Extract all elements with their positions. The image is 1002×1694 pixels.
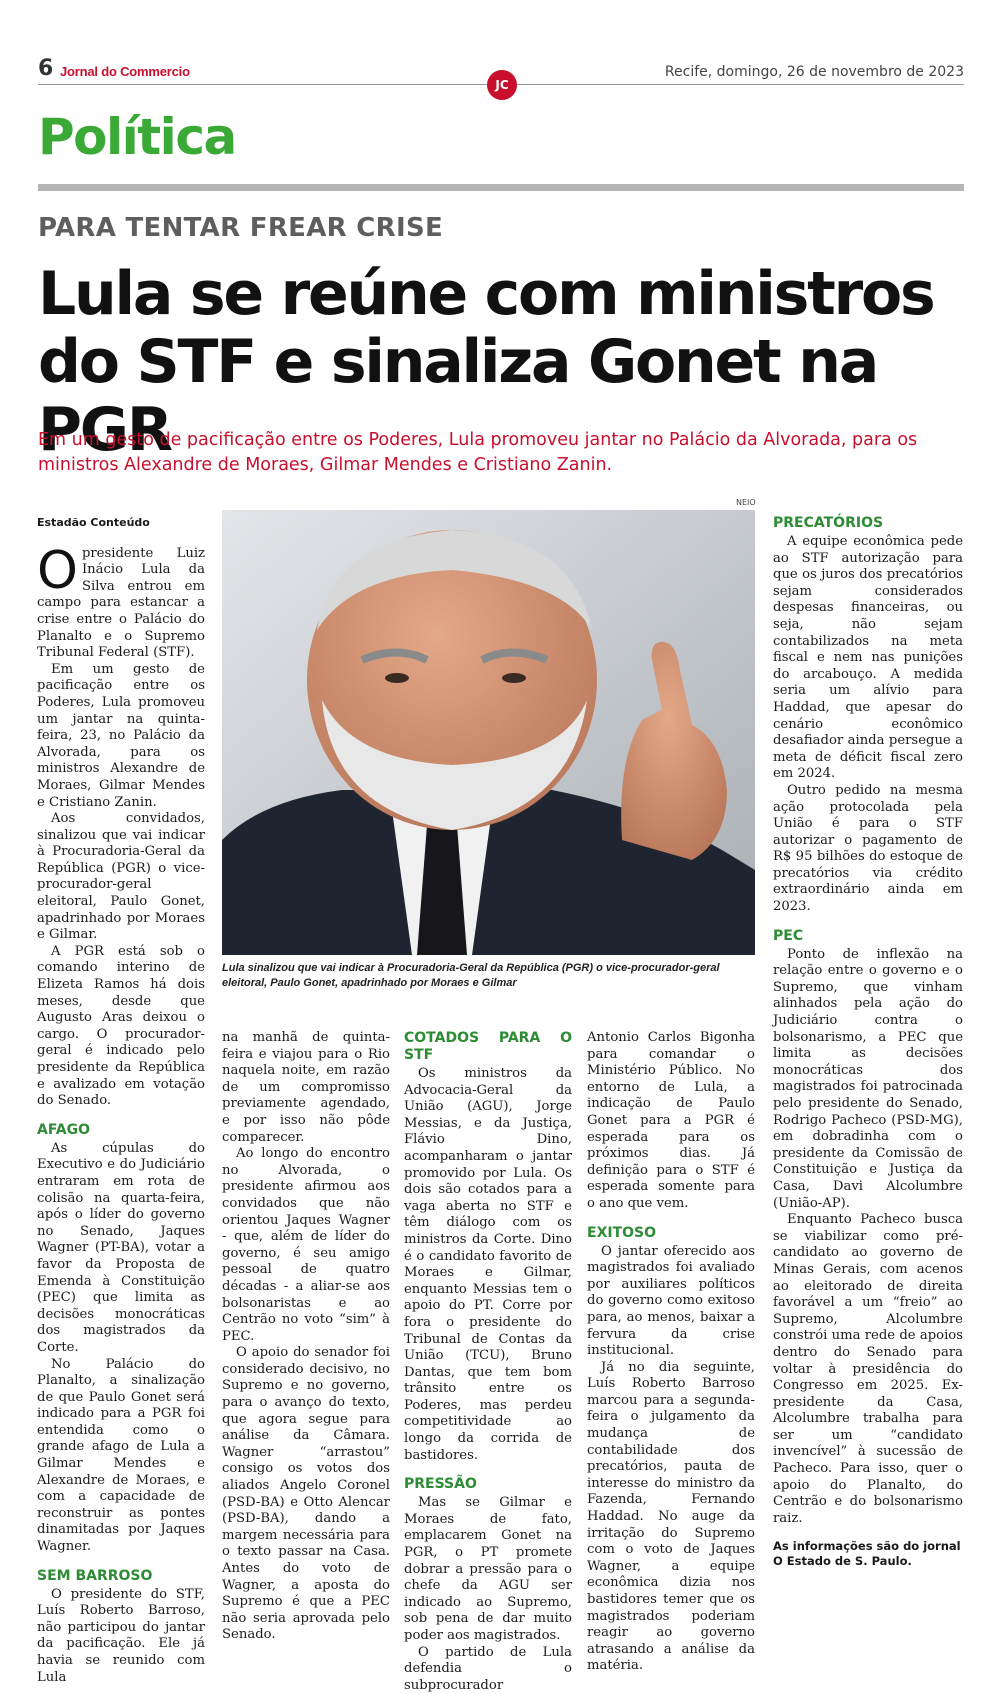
lula-photo: [222, 510, 755, 955]
paragraph: Outro pedido na mesma ação protocolada pela União é para o STF autorizar o pagamento de R$ 95 bilhões do estoque de precatórios via crédito extraordinário ainda em 2023.: [773, 782, 963, 915]
subhead-sem-barroso: SEM BARROSO: [37, 1567, 153, 1584]
subhead-pressao: PRESSÃO: [404, 1476, 477, 1493]
subhead-cotados: COTADOS PARA O STF: [404, 1030, 572, 1063]
paragraph: A PGR está sob o comando interino de Elizeta Ramos há dois meses, desde que Augusto Aras deixou o cargo. O procurador-geral é indicado pelo presidente da República e avalizado em votação do Senado.: [37, 943, 205, 1109]
paragraph: na manhã de quinta-feira e viajou para o Rio naquela noite, em razão de um compromisso previamente agendado, e por isso não pôde comparecer.: [222, 1030, 390, 1145]
paragraph: Aos convidados, sinalizou que vai indicar à Procuradoria-Geral da República (PGR) o vice-procurador-geral eleitoral, Paulo Gonet, apadrinhado por Moraes e Gilmar.: [37, 811, 205, 943]
headline: Lula se reúne com ministros do STF e sinaliza Gonet na PGR: [38, 259, 934, 465]
photo-credit: NEIO: [736, 498, 756, 507]
column-5: [773, 515, 963, 1569]
page-number: 6: [38, 56, 54, 81]
subhead-afago: AFAGO: [37, 1121, 91, 1138]
paragraph: Enquanto Pacheco busca se viabilizar como pré-candidato ao governo de Minas Gerais, com acenos ao eleitorado de direita favorável a um “freio” ao Supremo, Alcolumbre constrói uma rede de apoios dentro do Senado para voltar à presidência do Congresso em 2025. Ex-presidente da Casa, Alcolumbre trabalha para ser um “candidato invencível” à sucessão de Pacheco. Para isso, quer o apoio do Planalto, do Centrão e do bolsonarismo raiz.: [773, 1212, 963, 1526]
newspaper-name: Jornal do Commercio: [60, 64, 190, 79]
section-rule: [38, 184, 964, 191]
deck: Em um gesto de pacificação entre os Poderes, Lula promoveu jantar no Palácio da Alvorada, para os ministros Alexandre de Moraes, Gilmar Mendes e Cristiano Zanin.: [38, 430, 918, 475]
paragraph: As cúpulas do Executivo e do Judiciário entraram em rota de colisão na quarta-feira, após o líder do governo no Senado, Jaques Wagner (PT-BA), votar a favor da Proposta de Emenda à Constituição (PEC) que limita as decisões monocráticas dos magistrados da Corte.: [37, 1140, 205, 1355]
paragraph: O presidente do STF, Luís Roberto Barroso, não participou do jantar da pacificação. Ele já havia se reunido com Lula: [37, 1586, 205, 1685]
photo-caption: Lula sinalizou que vai indicar à Procuradoria-Geral da República (PGR) o vice-procurador-geral eleitoral, Paulo Gonet, apadrinhado por Moraes e Gilmar: [222, 962, 720, 989]
paragraph: O jantar oferecido aos magistrados foi avaliado por auxiliares políticos do governo como exitoso para, ao menos, baixar a fervura da crise institucional.: [587, 1243, 755, 1359]
paragraph: Ponto de inflexão na relação entre o governo e o Supremo, que vinham alinhados pela ação do Judiciário contra o bolsonarismo, a PEC que limita as decisões monocráticas dos magistrados foi patrocinada pelo presidente do Senado, Rodrigo Pacheco (PSD-MG), em dobradinha com o presidente da Comissão de Constituição e Justiça da Casa, Davi Alcolumbre (União-AP).: [773, 946, 963, 1211]
byline: Estadão Conteúdo: [37, 516, 150, 529]
subhead-precatorios: PRECATÓRIOS: [773, 515, 884, 531]
dateline: Recife, domingo, 26 de novembro de 2023: [664, 64, 964, 80]
paragraph: A equipe econômica pede ao STF autorização para que os juros dos precatórios sejam considerados despesas financeiras, ou seja, não sejam contabilizados na meta fiscal e nem nas punições do arcabouço. A medida seria um alívio para Haddad, que apesar do cenário econômico desafiador ainda persegue a meta de déficit fiscal zero em 2024.: [773, 534, 963, 782]
paragraph: Mas se Gilmar e Moraes de fato, emplacarem Gonet na PGR, o PT promete dobrar a pressão para o chefe da AGU ser indicado ao Supremo, sob pena de dar muito poder aos magistrados.: [404, 1495, 572, 1643]
paragraph: Antonio Carlos Bigonha para comandar o Ministério Público. No entorno de Lula, a indicação de Paulo Gonet para a PGR é esperada para os próximos dias. Já definição para o STF é esperada somente para o ano que vem.: [587, 1030, 755, 1211]
column-1: [37, 515, 205, 1686]
paragraph: Já no dia seguinte, Luís Roberto Barroso marcou para a segunda-feira o julgamento da mudança de contabilidade dos precatórios, pauta de interesse do ministro da Fazenda, Fernando Haddad. No auge da irritação do Supremo com o voto de Jaques Wagner, a equipe econômica dizia nos bastidores temer que os magistrados poderiam reagir ao governo atrasando a análise da matéria.: [587, 1359, 755, 1674]
column-2: [222, 1030, 390, 1644]
paragraph: O apoio do senador foi considerado decisivo, no Supremo e no governo, para o avanço do texto, que agora segue para análise da Câmara. Wagner “arrastou” consigo os votos dos aliados Angelo Coronel (PSD-BA) e Otto Alencar (PSD-BA), dando a margem necessária para o texto passar na Casa. Antes do voto de Wagner, a aposta do Supremo é que a PEC não seria aprovada pelo Senado.: [222, 1345, 390, 1643]
jc-logo: JC: [487, 70, 517, 100]
paragraph: Em um gesto de pacificação entre os Poderes, Lula promoveu um jantar na quinta-feira, 23, no Palácio da Alvorada, para os ministros Alexandre de Moraes, Gilmar Mendes e Cristiano Zanin.: [37, 661, 205, 810]
paragraph: Ao longo do encontro no Alvorada, o presidente afirmou aos convidados que não orientou Jaques Wagner - que, além de líder do governo, é seu amigo pessoal de quatro décadas - a aliar-se aos bolsonaristas e ao Centrão no voto “sim” à PEC.: [222, 1146, 390, 1344]
subhead-exitoso: EXITOSO: [587, 1224, 657, 1241]
paragraph: O partido de Lula defendia o subprocurador: [404, 1644, 572, 1693]
paragraph: Os ministros da Advocacia-Geral da União (AGU), Jorge Messias, e da Justiça, Flávio Dino, acompanharam o jantar promovido por Lula. Os dois são cotados para a vaga aberta no STF e têm diálogo com os ministros da Corte. Dino é o candidato favorito de Moraes e Gilmar, enquanto Messias tem o apoio do PT. Corre por fora o presidente do Tribunal de Contas da União (TCU), Bruno Dantas, que tem bom trânsito entre os Poderes, mas perdeu competitividade ao longo da corrida de bastidores.: [404, 1066, 572, 1463]
source-note: As informações são do jornal O Estado de S. Paulo.: [773, 1539, 961, 1569]
subhead-pec: PEC: [773, 927, 804, 944]
drop-cap: O: [37, 540, 78, 601]
column-3: [404, 1030, 572, 1694]
paragraph: No Palácio do Planalto, a sinalização de que Paulo Gonet será indicado para a PGR foi entendida como o grande afago de Lula a Gilmar Mendes e Alexandre de Moraes, e com a capacidade de reconstruir as pontes dinamitadas por Jaques Wagner.: [37, 1356, 205, 1555]
kicker: PARA TENTAR FREAR CRISE: [38, 213, 444, 243]
lead-paragraph: Opresidente Luiz Inácio Lula da Silva entrou em campo para estancar a crise entre o Palácio do Planalto e o Supremo Tribunal Federal (STF).: [37, 540, 205, 661]
column-4: [587, 1030, 755, 1675]
section-title: Política: [38, 108, 236, 166]
